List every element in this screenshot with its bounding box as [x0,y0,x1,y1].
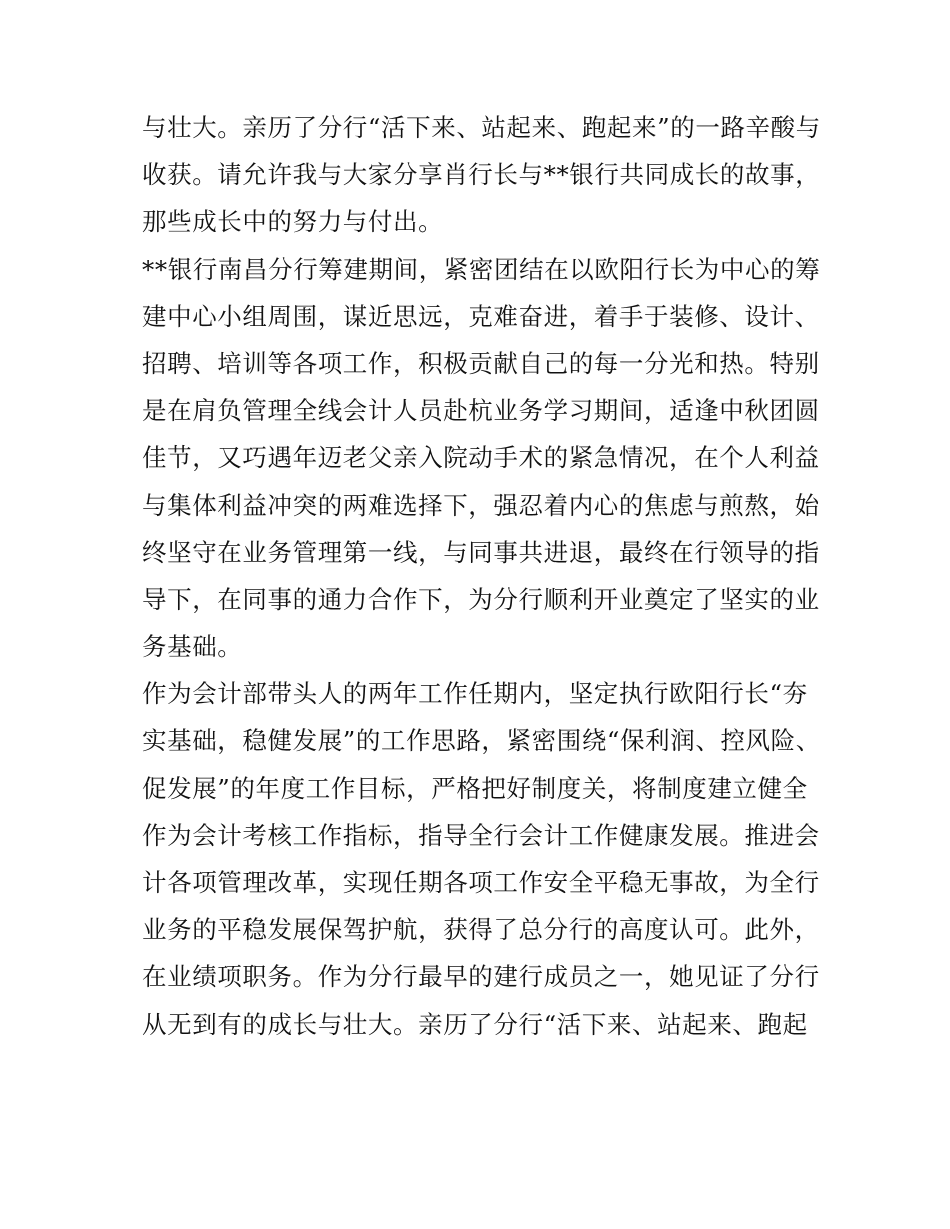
text-line: 建中心小组周围，谋近思远，克难奋进，着手于装修、设计、 [142,301,820,331]
text-line: 终坚守在业务管理第一线，与同事共进退，最终在行领导的指 [142,537,820,567]
text-line: 佳节，又巧遇年迈老父亲入院动手术的紧急情况，在个人利益 [142,443,820,473]
body-text [142,104,822,1048]
text-line: 实基础，稳健发展”的工作思路，紧密围绕“保利润、控风险、 [142,726,821,756]
text-line: 从无到有的成长与壮大。亲历了分行“活下来、站起来、跑起 [142,1009,808,1039]
text-line: 那些成长中的努力与付出。 [142,207,444,237]
text-line: 作为会计考核工作指标，指导全行会计工作健康发展。推进会 [142,820,820,850]
text-line: 招聘、培训等各项工作，积极贡献自己的每一分光和热。特别 [142,348,820,378]
text-line: 务基础。 [142,632,243,662]
text-line: 是在肩负管理全线会计人员赴杭业务学习期间，适逢中秋团圆 [142,396,820,426]
text-line: 促发展”的年度工作目标，严格把好制度关，将制度建立健全 [142,773,808,803]
text-line: 计各项管理改革，实现任期各项工作安全平稳无事故，为全行 [142,868,820,897]
text-line: 收获。请允许我与大家分享肖行长与**银行共同成长的故事， [142,160,821,190]
text-line: 导下，在同事的通力合作下，为分行顺利开业奠定了坚实的业 [142,584,820,614]
text-line: **银行南昌分行筹建期间，紧密团结在以欧阳行长为中心的筹 [142,254,821,284]
text-line: 与壮大。亲历了分行“活下来、站起来、跑起来”的一路辛酸与 [142,113,821,142]
text-line: 业务的平稳发展保驾护航，获得了总分行的高度认可。此外， [142,915,820,945]
text-line: 在业绩项职务。作为分行最早的建行成员之一，她见证了分行 [142,962,820,992]
text-line: 与集体利益冲突的两难选择下，强忍着内心的焦虑与煎熬，始 [142,490,820,520]
text-line: 作为会计部带头人的两年工作任期内，坚定执行欧阳行长“夯 [142,679,808,709]
